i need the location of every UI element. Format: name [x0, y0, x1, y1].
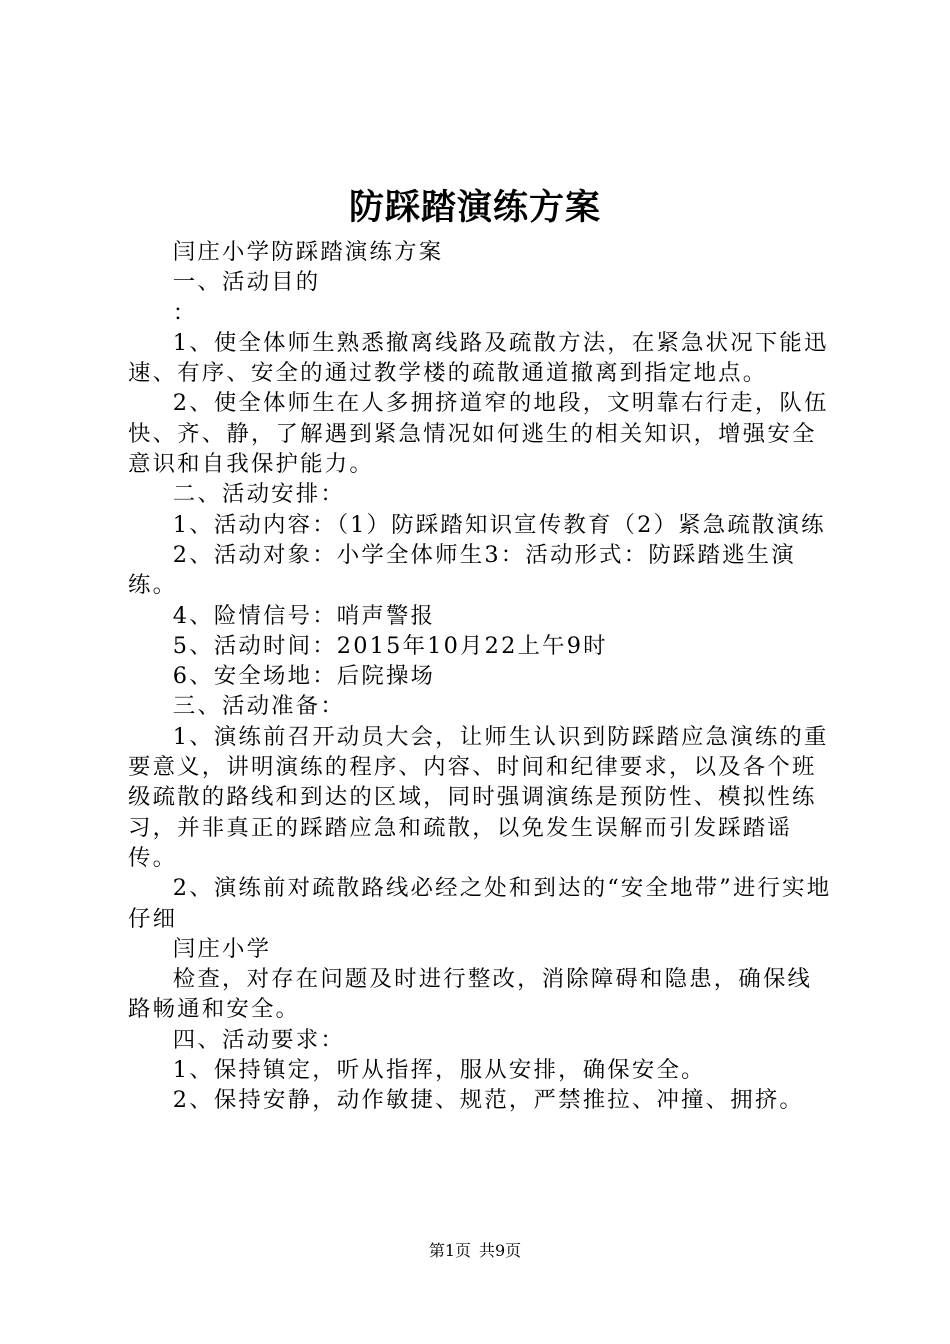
section-heading-arrangement: 二、活动安排： [172, 481, 345, 508]
paragraph-preparation-2: 2、演练前对疏散路线必经之处和到达的“安全地带”进行实地仔细 [128, 875, 832, 932]
paragraph-arrangement-target: 2、活动对象：小学全体师生3：活动形式：防踩踏逃生演练。 [128, 541, 796, 599]
paragraph-preparation-1: 1、演练前召开动员大会，让师生认识到防踩踏应急演练的重要意义，讲明演练的程序、内容、时间和纪律要求，以及各个班级疏散的路线和到达的区域，同时强调演练是预防性、模拟性练习，并非真正的踩踏应急和疏散，以免发生误解而引发踩踏谣传。 [128, 723, 829, 871]
paragraph-preparation-2-cont: 检查，对存在问题及时进行整改，消除障碍和隐患，确保线路畅通和安全。 [128, 966, 813, 1023]
section-heading-requirements: 四、活动要求： [172, 1026, 345, 1053]
section-heading-purpose: 一、活动目的 [172, 269, 321, 296]
paragraph-arrangement-content: 1、活动内容：（1）防踩踏知识宣传教育（2）紧急疏散演练 [172, 511, 826, 538]
document-body [128, 237, 832, 1116]
paragraph-school-name: 闫庄小学 [172, 935, 272, 962]
paragraph-requirement-2: 2、保持安静，动作敏捷、规范，严禁推拉、冲撞、拥挤。 [172, 1087, 805, 1114]
paragraph-purpose-1: 1、使全体师生熟悉撤离线路及疏散方法，在紧急状况下能迅速、有序、安全的通过教学楼的疏散通道撤离到指定地点。 [128, 329, 829, 387]
paragraph-arrangement-place: 6、安全场地：后院操场 [172, 663, 436, 690]
paragraph-requirement-1: 1、保持镇定，听从指挥，服从安排，确保安全。 [172, 1057, 706, 1084]
paragraph-purpose-2: 2、使全体师生在人多拥挤道窄的地段，文明靠右行走，队伍快、齐、静，了解遇到紧急情况如何逃生的相关知识，增强安全意识和自我保护能力。 [128, 390, 829, 478]
section-heading-preparation: 三、活动准备： [172, 693, 345, 720]
page-number-total: 共9页 [479, 1241, 522, 1260]
page-number-current: 第1页 [428, 1241, 471, 1260]
paragraph-colon: ： [172, 299, 198, 326]
paragraph-school-plan-title: 闫庄小学防踩踏演练方案 [172, 239, 444, 265]
document-title: 防踩踏演练方案 [348, 188, 601, 228]
paragraph-arrangement-signal: 4、险情信号：哨声警报 [172, 602, 436, 629]
paragraph-arrangement-time: 5、活动时间：2015年10月22上午9时 [172, 632, 608, 659]
page-footer [0, 1240, 950, 1262]
